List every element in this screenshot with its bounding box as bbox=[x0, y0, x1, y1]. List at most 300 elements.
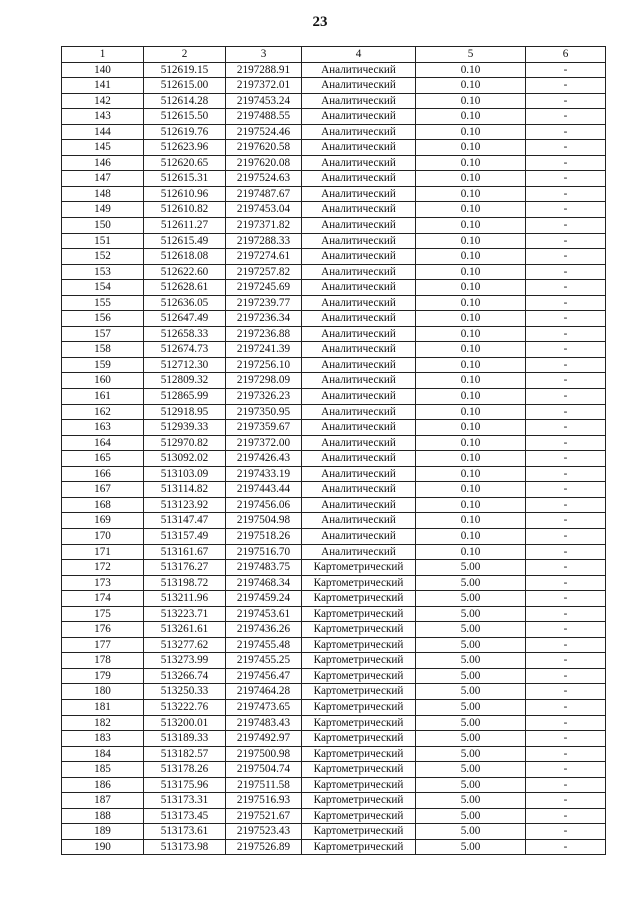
table-row bbox=[62, 777, 606, 793]
table-row bbox=[62, 668, 606, 684]
point-number-cell: 143 bbox=[62, 109, 144, 125]
y-coordinate-cell: 2197483.75 bbox=[226, 560, 302, 576]
point-number-cell: 190 bbox=[62, 839, 144, 855]
note-cell: - bbox=[526, 746, 606, 762]
note-cell: - bbox=[526, 326, 606, 342]
accuracy-cell: 0.10 bbox=[416, 295, 526, 311]
table-row bbox=[62, 140, 606, 156]
accuracy-cell: 5.00 bbox=[416, 839, 526, 855]
table-row bbox=[62, 528, 606, 544]
method-cell: Аналитический bbox=[302, 311, 416, 327]
accuracy-cell: 5.00 bbox=[416, 808, 526, 824]
accuracy-cell: 0.10 bbox=[416, 404, 526, 420]
accuracy-cell: 0.10 bbox=[416, 93, 526, 109]
method-cell: Аналитический bbox=[302, 218, 416, 234]
accuracy-cell: 0.10 bbox=[416, 389, 526, 405]
point-number-cell: 172 bbox=[62, 560, 144, 576]
accuracy-cell: 0.10 bbox=[416, 326, 526, 342]
accuracy-cell: 5.00 bbox=[416, 793, 526, 809]
y-coordinate-cell: 2197521.67 bbox=[226, 808, 302, 824]
x-coordinate-cell: 512918.95 bbox=[144, 404, 226, 420]
table-row bbox=[62, 249, 606, 265]
note-cell: - bbox=[526, 62, 606, 78]
table-row bbox=[62, 295, 606, 311]
point-number-cell: 147 bbox=[62, 171, 144, 187]
point-number-cell: 176 bbox=[62, 622, 144, 638]
y-coordinate-cell: 2197288.33 bbox=[226, 233, 302, 249]
note-cell: - bbox=[526, 637, 606, 653]
note-cell: - bbox=[526, 451, 606, 467]
accuracy-cell: 0.10 bbox=[416, 544, 526, 560]
point-number-cell: 158 bbox=[62, 342, 144, 358]
point-number-cell: 174 bbox=[62, 591, 144, 607]
table-row bbox=[62, 746, 606, 762]
table-row bbox=[62, 342, 606, 358]
y-coordinate-cell: 2197436.26 bbox=[226, 622, 302, 638]
x-coordinate-cell: 513222.76 bbox=[144, 699, 226, 715]
y-coordinate-cell: 2197372.01 bbox=[226, 78, 302, 94]
x-coordinate-cell: 513161.67 bbox=[144, 544, 226, 560]
table-row bbox=[62, 684, 606, 700]
table-row bbox=[62, 233, 606, 249]
point-number-cell: 185 bbox=[62, 762, 144, 778]
method-cell: Картометрический bbox=[302, 560, 416, 576]
note-cell: - bbox=[526, 762, 606, 778]
point-number-cell: 152 bbox=[62, 249, 144, 265]
y-coordinate-cell: 2197256.10 bbox=[226, 357, 302, 373]
accuracy-cell: 0.10 bbox=[416, 218, 526, 234]
y-coordinate-cell: 2197511.58 bbox=[226, 777, 302, 793]
y-coordinate-cell: 2197426.43 bbox=[226, 451, 302, 467]
accuracy-cell: 5.00 bbox=[416, 575, 526, 591]
y-coordinate-cell: 2197453.24 bbox=[226, 93, 302, 109]
x-coordinate-cell: 513178.26 bbox=[144, 762, 226, 778]
note-cell: - bbox=[526, 186, 606, 202]
method-cell: Аналитический bbox=[302, 62, 416, 78]
x-coordinate-cell: 513157.49 bbox=[144, 528, 226, 544]
note-cell: - bbox=[526, 435, 606, 451]
method-cell: Аналитический bbox=[302, 544, 416, 560]
method-cell: Аналитический bbox=[302, 528, 416, 544]
x-coordinate-cell: 512615.49 bbox=[144, 233, 226, 249]
accuracy-cell: 5.00 bbox=[416, 606, 526, 622]
accuracy-cell: 5.00 bbox=[416, 762, 526, 778]
accuracy-cell: 0.10 bbox=[416, 497, 526, 513]
x-coordinate-cell: 513103.09 bbox=[144, 466, 226, 482]
point-number-cell: 144 bbox=[62, 124, 144, 140]
table-row bbox=[62, 839, 606, 855]
table-row bbox=[62, 575, 606, 591]
method-cell: Картометрический bbox=[302, 699, 416, 715]
table-row bbox=[62, 560, 606, 576]
point-number-cell: 141 bbox=[62, 78, 144, 94]
accuracy-cell: 0.10 bbox=[416, 342, 526, 358]
table-row bbox=[62, 451, 606, 467]
y-coordinate-cell: 2197350.95 bbox=[226, 404, 302, 420]
point-number-cell: 146 bbox=[62, 155, 144, 171]
point-number-cell: 168 bbox=[62, 497, 144, 513]
note-cell: - bbox=[526, 155, 606, 171]
point-number-cell: 169 bbox=[62, 513, 144, 529]
x-coordinate-cell: 512619.15 bbox=[144, 62, 226, 78]
y-coordinate-cell: 2197487.67 bbox=[226, 186, 302, 202]
method-cell: Картометрический bbox=[302, 839, 416, 855]
y-coordinate-cell: 2197620.08 bbox=[226, 155, 302, 171]
accuracy-cell: 5.00 bbox=[416, 560, 526, 576]
table-row bbox=[62, 62, 606, 78]
y-coordinate-cell: 2197524.63 bbox=[226, 171, 302, 187]
x-coordinate-cell: 512618.08 bbox=[144, 249, 226, 265]
x-coordinate-cell: 512610.82 bbox=[144, 202, 226, 218]
accuracy-cell: 0.10 bbox=[416, 171, 526, 187]
y-coordinate-cell: 2197524.46 bbox=[226, 124, 302, 140]
method-cell: Картометрический bbox=[302, 762, 416, 778]
y-coordinate-cell: 2197453.61 bbox=[226, 606, 302, 622]
method-cell: Аналитический bbox=[302, 497, 416, 513]
table-row bbox=[62, 326, 606, 342]
table-row bbox=[62, 653, 606, 669]
note-cell: - bbox=[526, 404, 606, 420]
x-coordinate-cell: 512622.60 bbox=[144, 264, 226, 280]
accuracy-cell: 0.10 bbox=[416, 155, 526, 171]
column-header: 4 bbox=[302, 47, 416, 63]
accuracy-cell: 0.10 bbox=[416, 186, 526, 202]
method-cell: Аналитический bbox=[302, 233, 416, 249]
note-cell: - bbox=[526, 78, 606, 94]
table-row bbox=[62, 466, 606, 482]
point-number-cell: 161 bbox=[62, 389, 144, 405]
table-row bbox=[62, 544, 606, 560]
table-row bbox=[62, 622, 606, 638]
table-row bbox=[62, 699, 606, 715]
note-cell: - bbox=[526, 622, 606, 638]
x-coordinate-cell: 512809.32 bbox=[144, 373, 226, 389]
point-number-cell: 178 bbox=[62, 653, 144, 669]
note-cell: - bbox=[526, 606, 606, 622]
accuracy-cell: 5.00 bbox=[416, 684, 526, 700]
x-coordinate-cell: 513211.96 bbox=[144, 591, 226, 607]
point-number-cell: 182 bbox=[62, 715, 144, 731]
accuracy-cell: 0.10 bbox=[416, 435, 526, 451]
method-cell: Картометрический bbox=[302, 668, 416, 684]
note-cell: - bbox=[526, 777, 606, 793]
y-coordinate-cell: 2197473.65 bbox=[226, 699, 302, 715]
note-cell: - bbox=[526, 109, 606, 125]
y-coordinate-cell: 2197239.77 bbox=[226, 295, 302, 311]
x-coordinate-cell: 512623.96 bbox=[144, 140, 226, 156]
method-cell: Аналитический bbox=[302, 389, 416, 405]
x-coordinate-cell: 513250.33 bbox=[144, 684, 226, 700]
table-row bbox=[62, 731, 606, 747]
point-number-cell: 142 bbox=[62, 93, 144, 109]
point-number-cell: 177 bbox=[62, 637, 144, 653]
y-coordinate-cell: 2197459.24 bbox=[226, 591, 302, 607]
note-cell: - bbox=[526, 793, 606, 809]
table-row bbox=[62, 93, 606, 109]
method-cell: Картометрический bbox=[302, 575, 416, 591]
x-coordinate-cell: 512620.65 bbox=[144, 155, 226, 171]
note-cell: - bbox=[526, 715, 606, 731]
note-cell: - bbox=[526, 544, 606, 560]
x-coordinate-cell: 513175.96 bbox=[144, 777, 226, 793]
coordinates-table bbox=[61, 46, 606, 855]
accuracy-cell: 0.10 bbox=[416, 264, 526, 280]
x-coordinate-cell: 512636.05 bbox=[144, 295, 226, 311]
method-cell: Аналитический bbox=[302, 171, 416, 187]
x-coordinate-cell: 512658.33 bbox=[144, 326, 226, 342]
y-coordinate-cell: 2197500.98 bbox=[226, 746, 302, 762]
point-number-cell: 189 bbox=[62, 824, 144, 840]
y-coordinate-cell: 2197483.43 bbox=[226, 715, 302, 731]
note-cell: - bbox=[526, 249, 606, 265]
note-cell: - bbox=[526, 513, 606, 529]
table-row bbox=[62, 78, 606, 94]
table-row bbox=[62, 404, 606, 420]
accuracy-cell: 5.00 bbox=[416, 824, 526, 840]
point-number-cell: 154 bbox=[62, 280, 144, 296]
note-cell: - bbox=[526, 171, 606, 187]
method-cell: Аналитический bbox=[302, 420, 416, 436]
x-coordinate-cell: 512610.96 bbox=[144, 186, 226, 202]
x-coordinate-cell: 512970.82 bbox=[144, 435, 226, 451]
method-cell: Аналитический bbox=[302, 249, 416, 265]
y-coordinate-cell: 2197241.39 bbox=[226, 342, 302, 358]
note-cell: - bbox=[526, 808, 606, 824]
y-coordinate-cell: 2197257.82 bbox=[226, 264, 302, 280]
y-coordinate-cell: 2197453.04 bbox=[226, 202, 302, 218]
point-number-cell: 140 bbox=[62, 62, 144, 78]
accuracy-cell: 0.10 bbox=[416, 513, 526, 529]
method-cell: Картометрический bbox=[302, 731, 416, 747]
accuracy-cell: 5.00 bbox=[416, 622, 526, 638]
point-number-cell: 188 bbox=[62, 808, 144, 824]
y-coordinate-cell: 2197526.89 bbox=[226, 839, 302, 855]
y-coordinate-cell: 2197464.28 bbox=[226, 684, 302, 700]
table-row bbox=[62, 202, 606, 218]
note-cell: - bbox=[526, 575, 606, 591]
note-cell: - bbox=[526, 218, 606, 234]
accuracy-cell: 0.10 bbox=[416, 420, 526, 436]
y-coordinate-cell: 2197504.98 bbox=[226, 513, 302, 529]
method-cell: Аналитический bbox=[302, 373, 416, 389]
note-cell: - bbox=[526, 93, 606, 109]
x-coordinate-cell: 513273.99 bbox=[144, 653, 226, 669]
method-cell: Картометрический bbox=[302, 684, 416, 700]
column-header: 5 bbox=[416, 47, 526, 63]
accuracy-cell: 0.10 bbox=[416, 482, 526, 498]
y-coordinate-cell: 2197504.74 bbox=[226, 762, 302, 778]
note-cell: - bbox=[526, 839, 606, 855]
note-cell: - bbox=[526, 233, 606, 249]
note-cell: - bbox=[526, 389, 606, 405]
note-cell: - bbox=[526, 420, 606, 436]
table-row bbox=[62, 715, 606, 731]
note-cell: - bbox=[526, 591, 606, 607]
accuracy-cell: 0.10 bbox=[416, 140, 526, 156]
point-number-cell: 163 bbox=[62, 420, 144, 436]
table-body bbox=[62, 62, 606, 855]
point-number-cell: 173 bbox=[62, 575, 144, 591]
method-cell: Картометрический bbox=[302, 746, 416, 762]
accuracy-cell: 0.10 bbox=[416, 357, 526, 373]
accuracy-cell: 5.00 bbox=[416, 777, 526, 793]
method-cell: Аналитический bbox=[302, 280, 416, 296]
method-cell: Аналитический bbox=[302, 451, 416, 467]
y-coordinate-cell: 2197456.47 bbox=[226, 668, 302, 684]
y-coordinate-cell: 2197516.70 bbox=[226, 544, 302, 560]
y-coordinate-cell: 2197492.97 bbox=[226, 731, 302, 747]
column-header: 3 bbox=[226, 47, 302, 63]
x-coordinate-cell: 513173.98 bbox=[144, 839, 226, 855]
table-row bbox=[62, 171, 606, 187]
method-cell: Картометрический bbox=[302, 606, 416, 622]
y-coordinate-cell: 2197455.48 bbox=[226, 637, 302, 653]
table-row bbox=[62, 762, 606, 778]
note-cell: - bbox=[526, 482, 606, 498]
table-row bbox=[62, 637, 606, 653]
point-number-cell: 187 bbox=[62, 793, 144, 809]
method-cell: Аналитический bbox=[302, 186, 416, 202]
x-coordinate-cell: 513223.71 bbox=[144, 606, 226, 622]
method-cell: Аналитический bbox=[302, 404, 416, 420]
accuracy-cell: 0.10 bbox=[416, 280, 526, 296]
accuracy-cell: 5.00 bbox=[416, 668, 526, 684]
method-cell: Аналитический bbox=[302, 109, 416, 125]
table-row bbox=[62, 824, 606, 840]
table-row bbox=[62, 497, 606, 513]
table-row bbox=[62, 793, 606, 809]
point-number-cell: 181 bbox=[62, 699, 144, 715]
x-coordinate-cell: 513261.61 bbox=[144, 622, 226, 638]
table-row bbox=[62, 482, 606, 498]
x-coordinate-cell: 513114.82 bbox=[144, 482, 226, 498]
x-coordinate-cell: 512611.27 bbox=[144, 218, 226, 234]
y-coordinate-cell: 2197433.19 bbox=[226, 466, 302, 482]
x-coordinate-cell: 512674.73 bbox=[144, 342, 226, 358]
x-coordinate-cell: 513182.57 bbox=[144, 746, 226, 762]
note-cell: - bbox=[526, 140, 606, 156]
method-cell: Аналитический bbox=[302, 513, 416, 529]
point-number-cell: 170 bbox=[62, 528, 144, 544]
method-cell: Картометрический bbox=[302, 793, 416, 809]
note-cell: - bbox=[526, 466, 606, 482]
method-cell: Аналитический bbox=[302, 93, 416, 109]
note-cell: - bbox=[526, 560, 606, 576]
method-cell: Аналитический bbox=[302, 482, 416, 498]
x-coordinate-cell: 512647.49 bbox=[144, 311, 226, 327]
point-number-cell: 183 bbox=[62, 731, 144, 747]
method-cell: Аналитический bbox=[302, 264, 416, 280]
x-coordinate-cell: 513173.61 bbox=[144, 824, 226, 840]
point-number-cell: 186 bbox=[62, 777, 144, 793]
x-coordinate-cell: 512865.99 bbox=[144, 389, 226, 405]
x-coordinate-cell: 512615.00 bbox=[144, 78, 226, 94]
point-number-cell: 164 bbox=[62, 435, 144, 451]
accuracy-cell: 5.00 bbox=[416, 699, 526, 715]
note-cell: - bbox=[526, 311, 606, 327]
y-coordinate-cell: 2197443.44 bbox=[226, 482, 302, 498]
point-number-cell: 171 bbox=[62, 544, 144, 560]
accuracy-cell: 5.00 bbox=[416, 637, 526, 653]
x-coordinate-cell: 512619.76 bbox=[144, 124, 226, 140]
point-number-cell: 148 bbox=[62, 186, 144, 202]
table-row bbox=[62, 373, 606, 389]
method-cell: Картометрический bbox=[302, 808, 416, 824]
point-number-cell: 149 bbox=[62, 202, 144, 218]
x-coordinate-cell: 513189.33 bbox=[144, 731, 226, 747]
y-coordinate-cell: 2197274.61 bbox=[226, 249, 302, 265]
method-cell: Аналитический bbox=[302, 295, 416, 311]
y-coordinate-cell: 2197456.06 bbox=[226, 497, 302, 513]
method-cell: Аналитический bbox=[302, 155, 416, 171]
y-coordinate-cell: 2197516.93 bbox=[226, 793, 302, 809]
method-cell: Аналитический bbox=[302, 326, 416, 342]
x-coordinate-cell: 513277.62 bbox=[144, 637, 226, 653]
note-cell: - bbox=[526, 653, 606, 669]
x-coordinate-cell: 513266.74 bbox=[144, 668, 226, 684]
x-coordinate-cell: 513173.31 bbox=[144, 793, 226, 809]
x-coordinate-cell: 512615.31 bbox=[144, 171, 226, 187]
table-row bbox=[62, 389, 606, 405]
table-row bbox=[62, 186, 606, 202]
y-coordinate-cell: 2197245.69 bbox=[226, 280, 302, 296]
point-number-cell: 156 bbox=[62, 311, 144, 327]
y-coordinate-cell: 2197298.09 bbox=[226, 373, 302, 389]
table-row bbox=[62, 808, 606, 824]
point-number-cell: 160 bbox=[62, 373, 144, 389]
table-row bbox=[62, 109, 606, 125]
note-cell: - bbox=[526, 528, 606, 544]
note-cell: - bbox=[526, 202, 606, 218]
note-cell: - bbox=[526, 280, 606, 296]
point-number-cell: 153 bbox=[62, 264, 144, 280]
note-cell: - bbox=[526, 124, 606, 140]
note-cell: - bbox=[526, 264, 606, 280]
table-row bbox=[62, 218, 606, 234]
table-row bbox=[62, 513, 606, 529]
accuracy-cell: 0.10 bbox=[416, 233, 526, 249]
point-number-cell: 179 bbox=[62, 668, 144, 684]
x-coordinate-cell: 512615.50 bbox=[144, 109, 226, 125]
accuracy-cell: 0.10 bbox=[416, 202, 526, 218]
method-cell: Аналитический bbox=[302, 124, 416, 140]
point-number-cell: 150 bbox=[62, 218, 144, 234]
column-header: 6 bbox=[526, 47, 606, 63]
accuracy-cell: 5.00 bbox=[416, 731, 526, 747]
y-coordinate-cell: 2197620.58 bbox=[226, 140, 302, 156]
y-coordinate-cell: 2197488.55 bbox=[226, 109, 302, 125]
x-coordinate-cell: 513092.02 bbox=[144, 451, 226, 467]
method-cell: Картометрический bbox=[302, 653, 416, 669]
accuracy-cell: 5.00 bbox=[416, 653, 526, 669]
accuracy-cell: 0.10 bbox=[416, 249, 526, 265]
method-cell: Аналитический bbox=[302, 78, 416, 94]
point-number-cell: 167 bbox=[62, 482, 144, 498]
point-number-cell: 155 bbox=[62, 295, 144, 311]
y-coordinate-cell: 2197455.25 bbox=[226, 653, 302, 669]
method-cell: Аналитический bbox=[302, 435, 416, 451]
note-cell: - bbox=[526, 668, 606, 684]
point-number-cell: 175 bbox=[62, 606, 144, 622]
note-cell: - bbox=[526, 357, 606, 373]
y-coordinate-cell: 2197371.82 bbox=[226, 218, 302, 234]
table-row bbox=[62, 264, 606, 280]
x-coordinate-cell: 513173.45 bbox=[144, 808, 226, 824]
method-cell: Картометрический bbox=[302, 622, 416, 638]
table-row bbox=[62, 420, 606, 436]
accuracy-cell: 0.10 bbox=[416, 373, 526, 389]
x-coordinate-cell: 512939.33 bbox=[144, 420, 226, 436]
